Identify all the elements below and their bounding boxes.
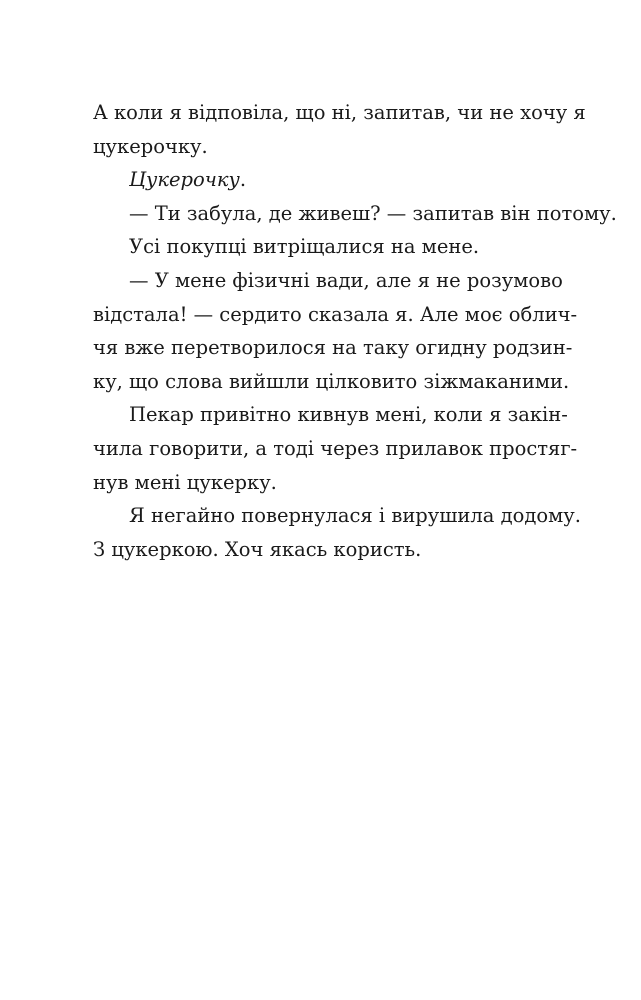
text-line-1: А коли я відповіла, що ні, запитав, чи не хочу я: [93, 101, 586, 124]
text-line-6: — У мене фізичні вади, але я не розумово: [129, 268, 563, 292]
italic-word-period: .: [239, 168, 247, 192]
text-line-9: ку, що слова вийшли цілковито зіжмаканими.: [93, 369, 570, 393]
text-line-5: Усі покупці витріщалися на мене.: [129, 235, 480, 259]
text-line-7: відстала! — сердито сказала я. Але моє облич-: [93, 302, 578, 326]
text-line-2: цукерочку.: [93, 134, 208, 158]
text-line-13: Я негайно повернулася і вирушила додому.: [129, 504, 581, 528]
text-line-12: нув мені цукерку.: [93, 470, 277, 494]
text-line-8: чя вже перетворилося на таку огидну родзин-: [93, 336, 573, 360]
italic-word: Цукерочку: [129, 168, 240, 192]
text-line-11: чила говорити, а тоді через прилавок простяг-: [93, 436, 578, 460]
text-line-3: [93, 163, 548, 197]
text-line-4: — Ти забула, де живеш? — запитав він потому.: [129, 201, 617, 225]
text-line-10: Пекар привітно кивнув мені, коли я закін-: [129, 403, 568, 427]
page-body: [93, 96, 617, 566]
text-line-14: З цукеркою. Хоч якась користь.: [93, 537, 422, 561]
